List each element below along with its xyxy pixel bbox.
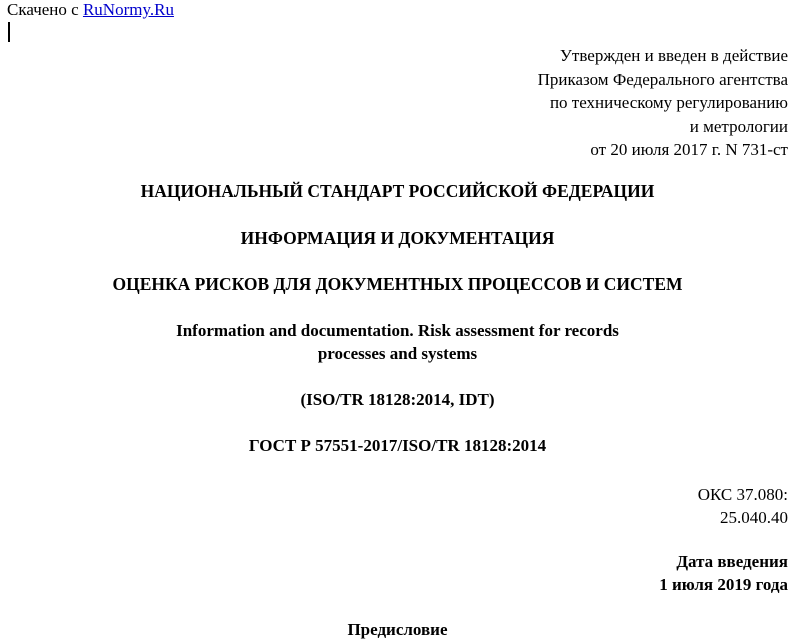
gost-code: ГОСТ Р 57551-2017/ISO/TR 18128:2014 [248, 436, 547, 455]
english-title-line: Information and documentation. Risk assessment for records [176, 321, 619, 340]
standard-title: НАЦИОНАЛЬНЫЙ СТАНДАРТ РОССИЙСКОЙ ФЕДЕРАЦИИ [140, 181, 655, 201]
oks-line: ОКС 37.080: [697, 485, 788, 504]
source-link[interactable]: RuNormy.Ru [82, 0, 174, 19]
introduction-label: Дата введения [676, 552, 788, 571]
oks-code-block [698, 483, 788, 529]
approval-line: и метрологии [689, 116, 788, 136]
approval-line: Утвержден и введен в действие [559, 46, 788, 65]
oks-line: 25.040.40 [720, 508, 788, 527]
source-line [7, 0, 174, 20]
preface-heading: Предисловие [347, 620, 448, 639]
text-cursor [8, 22, 10, 42]
standard-subtitle-category: ИНФОРМАЦИЯ И ДОКУМЕНТАЦИЯ [240, 228, 555, 248]
english-title [0, 320, 790, 365]
introduction-date: 1 июля 2019 года [659, 575, 788, 594]
introduction-date-block [659, 550, 788, 596]
standard-subtitle-topic: ОЦЕНКА РИСКОВ ДЛЯ ДОКУМЕНТНЫХ ПРОЦЕССОВ И СИСТЕМ [112, 274, 683, 294]
approval-block [538, 44, 788, 162]
approval-line: по техническому регулированию [549, 93, 788, 112]
english-title-line: processes and systems [317, 343, 478, 363]
source-prefix: Скачено с [7, 0, 83, 19]
iso-reference: (ISO/TR 18128:2014, IDT) [300, 390, 495, 409]
approval-line: Приказом Федерального агентства [537, 69, 788, 89]
approval-line: от 20 июля 2017 г. N 731-ст [590, 140, 788, 159]
